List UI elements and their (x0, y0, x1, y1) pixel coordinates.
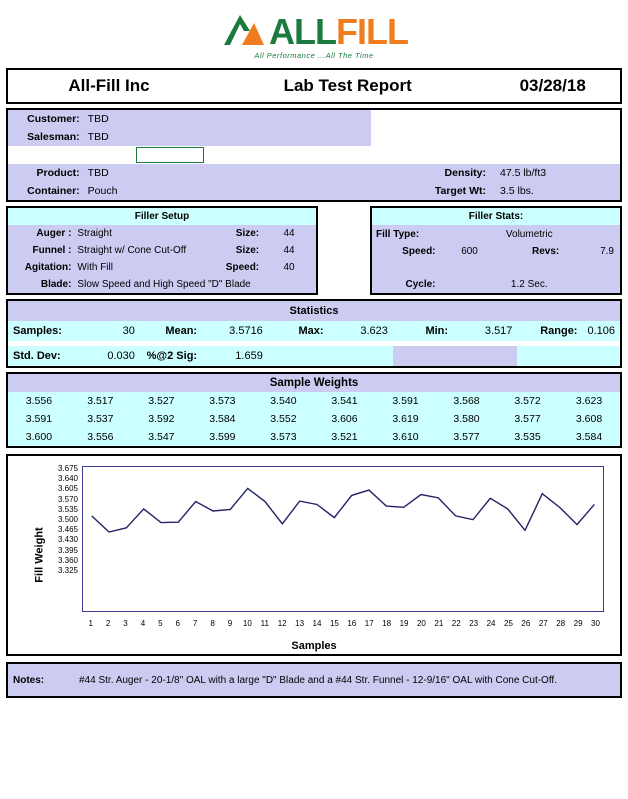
sample-weight-cell[interactable]: 3.608 (558, 410, 621, 428)
sample-weights-table (6, 372, 622, 448)
sample-weight-cell[interactable]: 3.619 (375, 410, 436, 428)
chart-y-tick-labels (34, 464, 78, 576)
logo-text-fill: FILL (336, 10, 408, 52)
sample-weight-cell[interactable]: 3.537 (70, 410, 131, 428)
sample-weight-cell[interactable]: 3.591 (7, 410, 70, 428)
mean-label: Mean: (140, 321, 202, 341)
fill-type-label: Fill Type: (371, 225, 439, 242)
table-row (371, 207, 621, 225)
sample-weight-cell[interactable]: 3.580 (436, 410, 497, 428)
funnel-value[interactable]: Straight w/ Cone Cut-Off (74, 242, 189, 259)
target-weight-label: Target Wt: (371, 182, 490, 201)
salesman-value[interactable]: TBD (84, 128, 371, 146)
blank-cell (329, 346, 393, 367)
chart-x-tick: 23 (469, 619, 479, 628)
chart-x-tick: 22 (451, 619, 461, 628)
speed-label: Speed: (371, 243, 439, 260)
revs-label: Revs: (501, 243, 563, 260)
blank-cell (453, 346, 517, 367)
sample-weight-cell[interactable]: 3.584 (192, 410, 253, 428)
filler-setup-table (6, 206, 318, 295)
table-row (7, 321, 621, 341)
chart-y-tick: 3.675 (57, 464, 78, 473)
table-row (7, 225, 317, 242)
funnel-size-label: Size: (190, 242, 262, 259)
fill-weight-chart (6, 454, 622, 656)
agitation-speed-value[interactable]: 40 (262, 259, 317, 276)
chart-x-tick: 2 (105, 619, 111, 628)
chart-y-tick: 3.500 (57, 514, 78, 524)
sample-weight-cell[interactable]: 3.521 (314, 428, 375, 447)
target-weight-value[interactable]: 3.5 lbs. (490, 182, 611, 201)
chart-x-tick-labels (82, 619, 604, 628)
filler-stats-title: Filler Stats: (371, 207, 621, 225)
table-row (7, 164, 621, 182)
min-label: Min: (393, 321, 453, 341)
chart-x-tick: 27 (538, 619, 548, 628)
chart-y-axis-title: Fill Weight (33, 527, 46, 583)
revs-value[interactable]: 7.9 (562, 243, 621, 260)
table-row (371, 225, 621, 242)
funnel-label: Funnel : (7, 242, 74, 259)
blank-cell (371, 109, 621, 128)
blank-cell (517, 346, 582, 367)
table-row (7, 242, 317, 259)
customer-value[interactable]: TBD (84, 109, 371, 128)
allfill-logo (220, 9, 408, 60)
chart-x-tick: 6 (175, 619, 180, 628)
table-row (7, 410, 621, 428)
chart-x-tick: 4 (140, 619, 146, 628)
sample-weight-cell[interactable]: 3.556 (70, 428, 131, 447)
chart-x-tick: 24 (486, 619, 496, 628)
table-row (7, 109, 621, 128)
pct2sig-value[interactable]: 1.659 (202, 346, 268, 367)
sample-weight-cell[interactable]: 3.568 (436, 392, 497, 410)
logo-text-all: ALL (269, 10, 336, 52)
product-value[interactable]: TBD (84, 164, 371, 182)
statistics-table (6, 299, 622, 368)
mean-value[interactable]: 3.5716 (202, 321, 268, 341)
samples-label: Samples: (7, 321, 77, 341)
container-value[interactable]: Pouch (84, 182, 371, 201)
table-row (7, 373, 621, 392)
chart-x-tick: 28 (556, 619, 566, 628)
blade-label: Blade: (7, 276, 74, 294)
agitation-value[interactable]: With Fill (74, 259, 189, 276)
sample-weights-title: Sample Weights (7, 373, 621, 392)
chart-x-tick: 10 (242, 619, 252, 628)
filler-setup-title: Filler Setup (7, 207, 317, 225)
blank-cell (268, 346, 329, 367)
chart-y-tick: 3.535 (57, 504, 78, 514)
chart-x-tick: 11 (260, 619, 269, 628)
table-row (7, 182, 621, 201)
chart-x-tick: 15 (329, 619, 339, 628)
report-header (6, 68, 622, 104)
agitation-label: Agitation: (7, 259, 74, 276)
table-row (7, 207, 317, 225)
chart-x-tick: 25 (504, 619, 513, 628)
customer-info-table (6, 108, 622, 202)
pct2sig-label: %@2 Sig: (140, 346, 202, 367)
funnel-size-value[interactable]: 44 (262, 242, 317, 259)
samples-value[interactable]: 30 (77, 321, 140, 341)
chart-y-tick: 3.570 (57, 494, 78, 504)
chart-x-tick: 26 (521, 619, 531, 628)
auger-value[interactable]: Straight (74, 225, 189, 242)
spreadsheet-selection-box[interactable] (136, 147, 204, 163)
sample-weight-cell[interactable]: 3.535 (497, 428, 558, 447)
chart-x-tick: 18 (382, 619, 392, 628)
sample-weight-cell[interactable]: 3.540 (253, 392, 314, 410)
sample-weight-cell[interactable]: 3.572 (497, 392, 558, 410)
chart-x-tick: 20 (416, 619, 426, 628)
blank-cell (371, 128, 621, 146)
chart-line-series (83, 467, 603, 611)
max-value[interactable]: 3.623 (329, 321, 393, 341)
chart-x-tick: 29 (573, 619, 583, 628)
chart-x-tick: 9 (227, 619, 233, 628)
chart-x-tick: 30 (591, 619, 600, 628)
table-row (7, 276, 317, 294)
blank-cell (7, 146, 84, 164)
max-label: Max: (268, 321, 329, 341)
auger-size-label: Size: (190, 225, 262, 242)
logo-tagline: All Performance ...All The Time (254, 50, 374, 60)
chart-y-tick: 3.640 (57, 474, 78, 484)
stdev-label: Std. Dev: (7, 346, 77, 367)
sample-weight-cell[interactable]: 3.573 (253, 428, 314, 447)
chart-x-tick: 21 (434, 619, 444, 628)
logo-area (0, 0, 628, 68)
mountain-icon (220, 9, 266, 49)
sample-weight-cell[interactable]: 3.591 (375, 392, 436, 410)
chart-y-tick: 3.605 (57, 484, 78, 494)
table-row (7, 128, 621, 146)
auger-size-value[interactable]: 44 (262, 225, 317, 242)
agitation-speed-label: Speed: (190, 259, 262, 276)
table-row (371, 276, 621, 294)
sample-weight-cell[interactable]: 3.600 (7, 428, 70, 447)
chart-y-tick: 3.325 (57, 565, 78, 575)
sample-weight-cell[interactable]: 3.547 (131, 428, 192, 447)
customer-label: Customer: (7, 109, 84, 128)
chart-y-tick: 3.465 (57, 525, 78, 535)
filler-section (6, 206, 622, 295)
notes-label: Notes: (7, 663, 74, 697)
table-row (7, 392, 621, 410)
range-value[interactable]: 0.106 (582, 321, 621, 341)
product-label: Product: (7, 164, 84, 182)
spacer (318, 206, 370, 295)
company-name: All-Fill Inc (68, 76, 150, 95)
notes-text[interactable]: #44 Str. Auger - 20-1/8" OAL with a large "D" Blade and a #44 Str. Funnel - 12-9/16" OAL with Cone Cut-Off. (74, 663, 621, 697)
statistics-title: Statistics (7, 300, 621, 321)
sample-weight-cell[interactable]: 3.552 (253, 410, 314, 428)
sample-weight-cell[interactable]: 3.623 (558, 392, 621, 410)
chart-x-tick: 17 (364, 619, 374, 628)
blank-cell (582, 346, 621, 367)
blank-cell (611, 182, 621, 201)
table-row (7, 146, 621, 164)
sample-weight-cell[interactable]: 3.573 (192, 392, 253, 410)
chart-x-tick: 8 (210, 619, 215, 628)
chart-x-tick: 12 (277, 619, 287, 628)
chart-x-tick: 7 (192, 619, 198, 628)
table-row (371, 260, 621, 275)
stdev-value[interactable]: 0.030 (77, 346, 140, 367)
sample-weight-cell[interactable]: 3.577 (497, 410, 558, 428)
auger-label: Auger : (7, 225, 74, 242)
sample-weight-cell[interactable]: 3.610 (375, 428, 436, 447)
chart-x-tick: 19 (399, 619, 409, 628)
sample-weight-cell[interactable]: 3.592 (131, 410, 192, 428)
chart-x-tick: 3 (123, 619, 128, 628)
range-label: Range: (517, 321, 582, 341)
sample-weight-cell[interactable]: 3.556 (7, 392, 70, 410)
sample-weight-cell[interactable]: 3.599 (192, 428, 253, 447)
table-row (7, 428, 621, 447)
cycle-value[interactable]: 1.2 Sec. (439, 276, 621, 294)
table-row (7, 346, 621, 367)
notes-table (6, 662, 622, 698)
sample-weight-cell[interactable]: 3.606 (314, 410, 375, 428)
sample-weight-cell[interactable]: 3.527 (131, 392, 192, 410)
blank-cell (371, 260, 621, 275)
chart-x-tick: 13 (295, 619, 305, 628)
salesman-label: Salesman: (7, 128, 84, 146)
chart-y-tick: 3.360 (57, 555, 78, 565)
speed-value[interactable]: 600 (439, 243, 501, 260)
density-label: Density: (371, 164, 490, 182)
table-row (371, 243, 621, 260)
blank-cell (611, 164, 621, 182)
blank-cell (393, 346, 453, 367)
chart-x-tick: 14 (312, 619, 322, 628)
table-row (7, 663, 621, 697)
chart-y-tick: 3.395 (57, 545, 78, 555)
sample-weight-cell[interactable]: 3.517 (70, 392, 131, 410)
chart-x-tick: 16 (347, 619, 357, 628)
container-label: Container: (7, 182, 84, 201)
chart-x-tick: 5 (158, 619, 163, 628)
sample-weight-cell[interactable]: 3.577 (436, 428, 497, 447)
density-value[interactable]: 47.5 lb/ft3 (490, 164, 611, 182)
blade-value[interactable]: Slow Speed and High Speed "D" Blade (74, 276, 317, 294)
chart-x-tick: 1 (88, 619, 93, 628)
selected-cell-area[interactable] (84, 146, 371, 164)
chart-plot-area (82, 466, 604, 612)
fill-type-value[interactable]: Volumetric (439, 225, 621, 242)
table-row (7, 300, 621, 321)
table-row (7, 259, 317, 276)
cycle-label: Cycle: (371, 276, 439, 294)
page-title: Lab Test Report (283, 76, 412, 95)
blank-cell (371, 146, 621, 164)
sample-weight-cell[interactable]: 3.541 (314, 392, 375, 410)
sample-weight-cell[interactable]: 3.584 (558, 428, 621, 447)
report-date: 03/28/18 (519, 76, 586, 95)
filler-stats-table (370, 206, 622, 295)
min-value[interactable]: 3.517 (453, 321, 517, 341)
chart-x-axis-title: Samples (291, 640, 337, 652)
chart-y-tick: 3.430 (57, 535, 78, 545)
